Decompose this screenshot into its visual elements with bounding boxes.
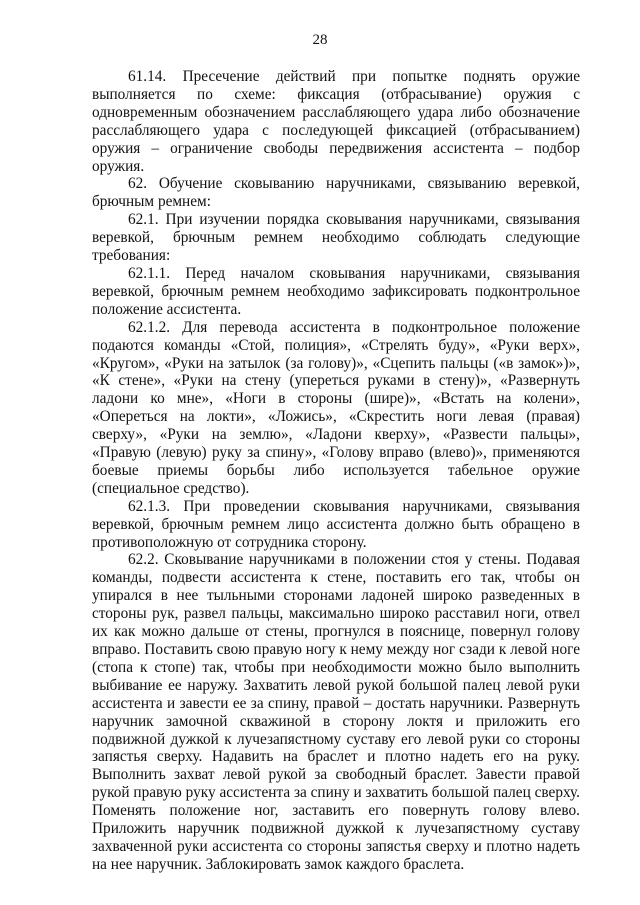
paragraph-62-2: 62.2. Сковывание наручниками в положении стоя у стены. Подавая команды, подвести ассистента к стене, поставить его так, чтобы он упирался в нее тыльными сторонами ладоней широко разведенных в стороны рук, развел пальцы, максимально широко расставил ноги, отвел их как можно дальше от стены, прогнулся в пояснице, повернул голову вправо. Поставить свою правую ногу к нему между ног сзади к левой ноге (стопа к стопе) так, чтобы при необходимости можно было выполнить выбивание ее наружу. Захватить левой рукой большой палец левой руки ассистента и завести ее за спину, правой – достать наручники. Развернуть наручник замочной скважиной в сторону локтя и приложить его подвижной дужкой к лучезапястному суставу его левой руки со стороны запястья сверху. Надавить на браслет и плотно надеть его на руку. Выполнить захват левой рукой за свободный браслет. Завести правой рукой правую руку ассистента за спину и захватить большой палец сверху. Поменять положение ног, заставить его повернуть голову влево. Приложить наручник подвижной дужкой к лучезапястному суставу захваченной руки ассистента со стороны запястья сверху и плотно надеть на нее наручник. Заблокировать замок каждого браслета.: [92, 551, 580, 873]
paragraph-61-14: 61.14. Пресечение действий при попытке поднять оружие выполняется по схеме: фиксация (отбрасывание) оружия с одновременным обозначением расслабляющего удара либо обозначение расслабляющего удара с последующей фиксацией (отбрасыванием) оружия – ограничение свободы передвижения ассистента – подбор оружия.: [92, 68, 580, 175]
document-body: [92, 68, 580, 874]
paragraph-62: 62. Обучение сковыванию наручниками, связыванию веревкой, брючным ремнем:: [92, 175, 580, 211]
paragraph-62-1: 62.1. При изучении порядка сковывания наручниками, связывания веревкой, брючным ремнем необходимо соблюдать следующие требования:: [92, 211, 580, 265]
paragraph-62-1-2: 62.1.2. Для перевода ассистента в подконтрольное положение подаются команды «Стой, полиция», «Стрелять буду», «Руки верх», «Кругом», «Руки на затылок (за голову)», «Сцепить пальцы («в замок»)», «К стене», «Руки на стену (упереться руками в стену)», «Развернуть ладони ко мне», «Ноги в стороны (шире)», «Встать на колени», «Опереться на локти», «Ложись», «Скрестить ноги левая (правая) сверху», «Руки на землю», «Ладони кверху», «Развести пальцы», «Правую (левую) руку за спину», «Голову вправо (влево)», применяются боевые приемы борьбы либо используется табельное оружие (специальное средство).: [92, 318, 580, 497]
paragraph-62-1-1: 62.1.1. Перед началом сковывания наручниками, связывания веревкой, брючным ремнем необходимо зафиксировать подконтрольное положение ассистента.: [92, 264, 580, 318]
page-number: 28: [312, 32, 328, 48]
paragraph-62-1-3: 62.1.3. При проведении сковывания наручниками, связывания веревкой, брючным ремнем лицо ассистента должно быть обращено в противоположную от сотрудника сторону.: [92, 497, 580, 551]
